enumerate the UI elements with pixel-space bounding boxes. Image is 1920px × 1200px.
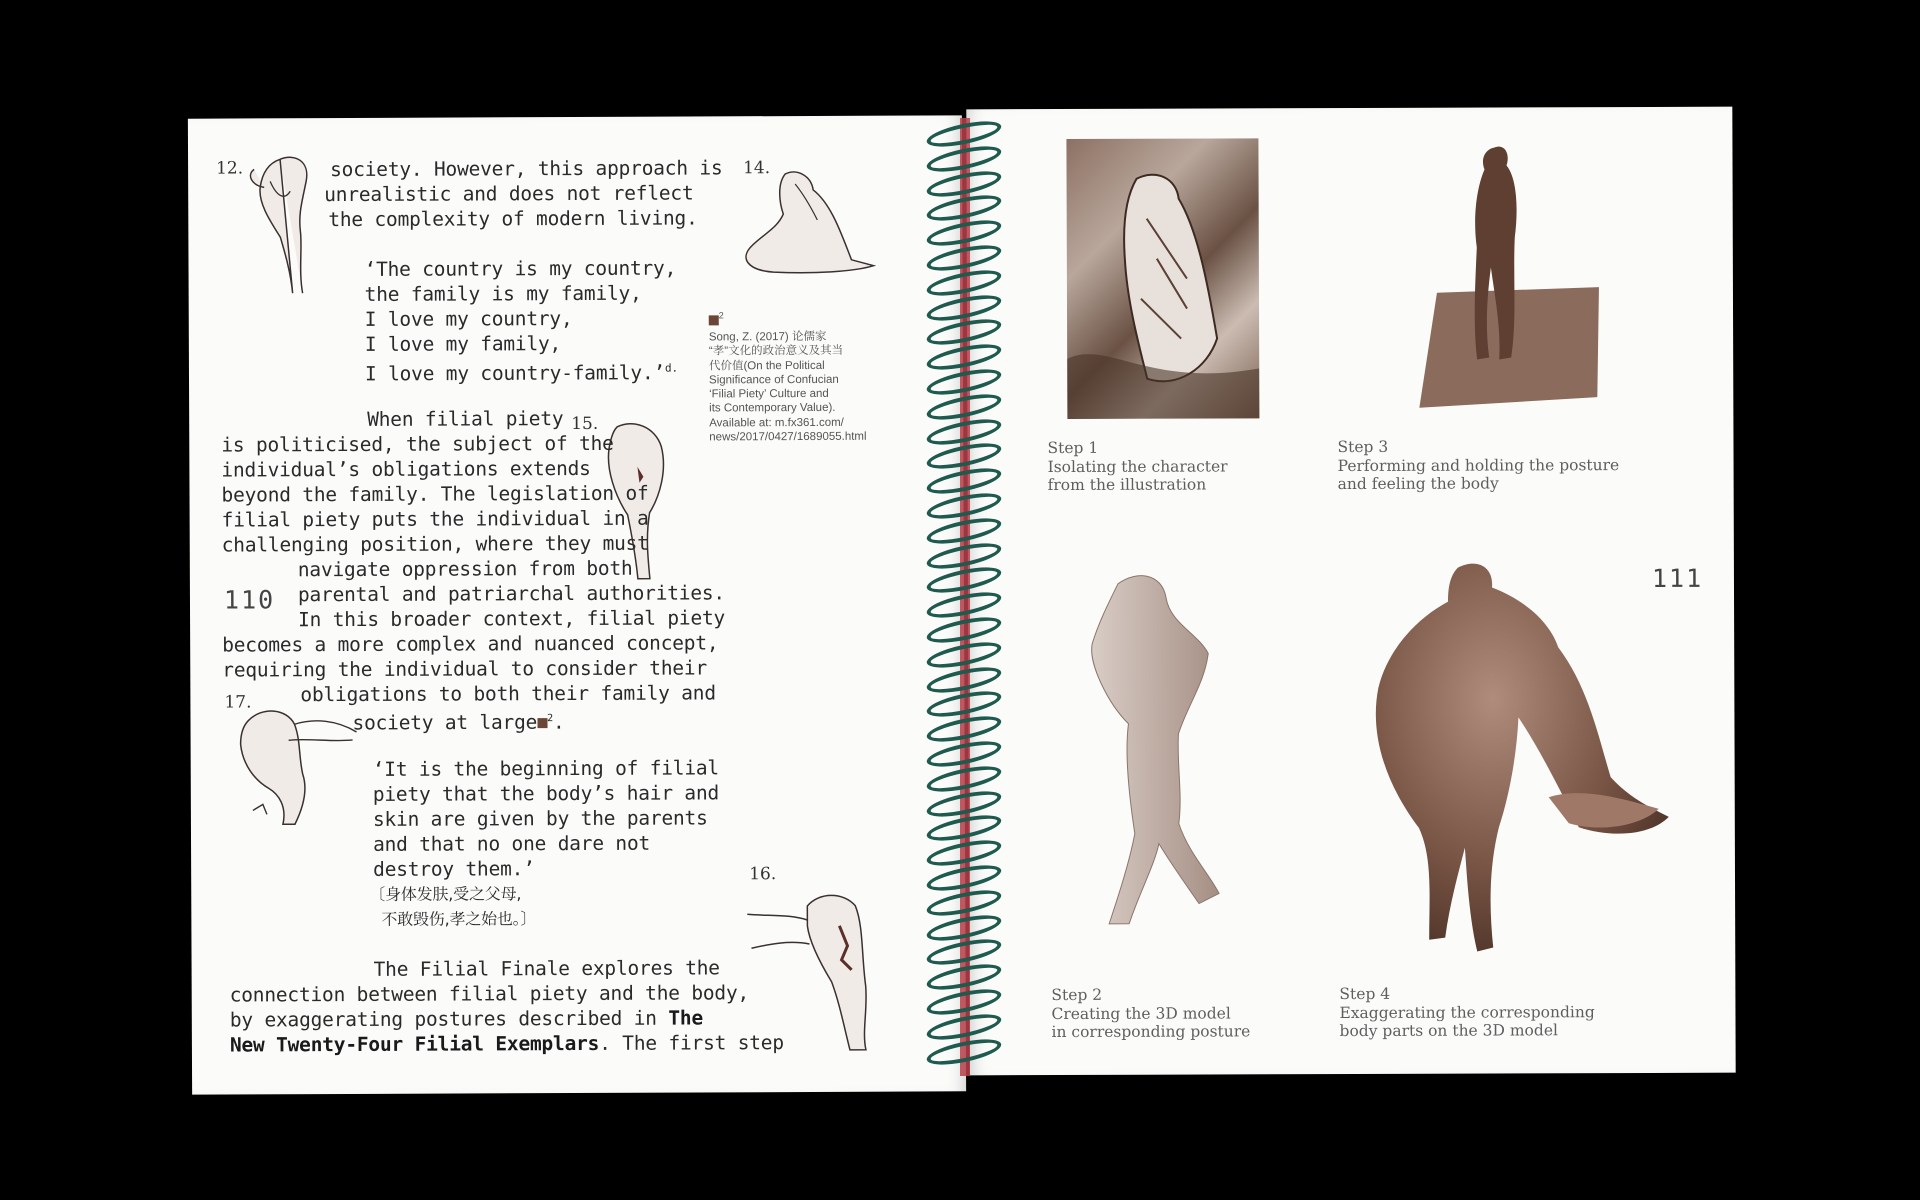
quote-line: ‘The country is my country, [364, 256, 677, 281]
left-page [188, 115, 966, 1094]
text-line [230, 1005, 703, 1032]
text-line: beyond the family. The legislation of [221, 481, 649, 507]
step-4-caption [1339, 984, 1594, 1040]
step-title: Step 4 [1339, 984, 1391, 1004]
text-line: individual’s obligations extends [221, 456, 591, 482]
text-line: connection between filial piety and the body, [229, 981, 750, 1007]
quote-line: the family is my family, [364, 281, 642, 306]
quote-line: I love my family, [364, 332, 562, 356]
step-2-caption [1051, 985, 1250, 1041]
text-line: unrealistic and does not reflect [324, 181, 694, 207]
step-description: Performing and holding the posture and feeling the body [1337, 455, 1620, 494]
text-line: In this broader context, filial piety [298, 606, 726, 632]
step-description: Isolating the character from the illustration [1047, 456, 1228, 495]
quote-line: ‘It is the beginning of filial [372, 756, 719, 781]
quote-line: I love my country, [364, 307, 573, 331]
text-fragment: society at large [352, 710, 538, 735]
figure-number-12: 12. [216, 158, 244, 179]
square-marker-icon [709, 315, 719, 325]
right-page [966, 107, 1735, 1076]
text-line: society. However, this approach is [330, 156, 723, 182]
text-line [230, 1030, 784, 1058]
footnote-marker: 2 [547, 713, 553, 725]
text-line: the complexity of modern living. [328, 206, 698, 232]
text-line: requiring the individual to consider their [222, 656, 708, 682]
text-line: parental and patriarchal authorities. [297, 581, 725, 607]
chinese-quote-line: 不敢毁伤,孝之始也。〕 [381, 909, 537, 929]
book-title: New Twenty-Four Filial Exemplars [229, 1031, 600, 1057]
footnote-number: 2 [718, 310, 724, 321]
book-title: The [668, 1006, 704, 1030]
text-line: When filial piety [367, 407, 564, 431]
footnote-marker-row [709, 308, 724, 327]
square-marker-icon [537, 718, 547, 728]
text-line: filial piety puts the individual in a [221, 506, 649, 532]
quote-line: piety that the body’s hair and [372, 781, 720, 806]
quote-line: destroy them.’ [373, 857, 535, 881]
endnote-marker: d. [664, 361, 678, 375]
character-illustration [1066, 138, 1259, 419]
figure-number-15: 15. [571, 413, 599, 435]
text-line: challenging position, where they must [221, 531, 649, 557]
figure-17-sketch [228, 700, 369, 831]
figure-14-sketch [733, 164, 884, 285]
step-title: Step 2 [1051, 985, 1103, 1005]
text-fragment: . The first step [599, 1031, 784, 1055]
step-4-3d-model [1348, 547, 1679, 968]
footnote-text: Song, Z. (2017) 论儒家 “孝”文化的政治意义及其当 代价值(On the Political Significance of Confucian ‘Filial Piety’ Culture and its Contemporary Value). Available at: m.fx361.com/ news/2017/0427/1689055.html [708, 330, 867, 444]
text-line: becomes a more complex and nuanced concept, [222, 631, 719, 657]
text-line [352, 706, 564, 736]
step-2-3d-model [1058, 563, 1259, 964]
figure-number-16: 16. [749, 864, 777, 885]
quote-line: skin are given by the parents [372, 806, 708, 831]
step-title: Step 1 [1047, 438, 1099, 458]
figure-12-sketch [240, 151, 325, 301]
quote-line: and that no one dare not [372, 831, 651, 856]
quote-text: I love my country-family.’ [364, 361, 666, 386]
chinese-quote-line: 〔身体发肤,受之父母, [369, 884, 522, 904]
step-1-caption [1047, 438, 1227, 494]
quote-line [365, 356, 678, 387]
step-1-illustration [1066, 138, 1259, 419]
text-line: is politicised, the subject of the [221, 431, 614, 457]
step-description: Creating the 3D model in corresponding posture [1051, 1003, 1251, 1042]
text-line: The Filial Finale explores the [373, 956, 720, 981]
text-line: obligations to both their family and [300, 681, 716, 707]
page-number-110: 110 [223, 585, 276, 615]
text-line: navigate oppression from both [297, 556, 633, 582]
step-description: Exaggerating the corresponding body parts on the 3D model [1339, 1002, 1595, 1041]
figure-number-17: 17. [224, 692, 252, 713]
text-fragment: . [552, 710, 565, 734]
step-3-caption [1337, 437, 1619, 493]
text-fragment: by exaggerating postures described in [229, 1006, 657, 1032]
step-title: Step 3 [1337, 437, 1389, 457]
figure-number-14: 14. [743, 158, 771, 179]
page-number-111: 111 [1651, 563, 1704, 593]
step-3-photo [1376, 137, 1617, 428]
